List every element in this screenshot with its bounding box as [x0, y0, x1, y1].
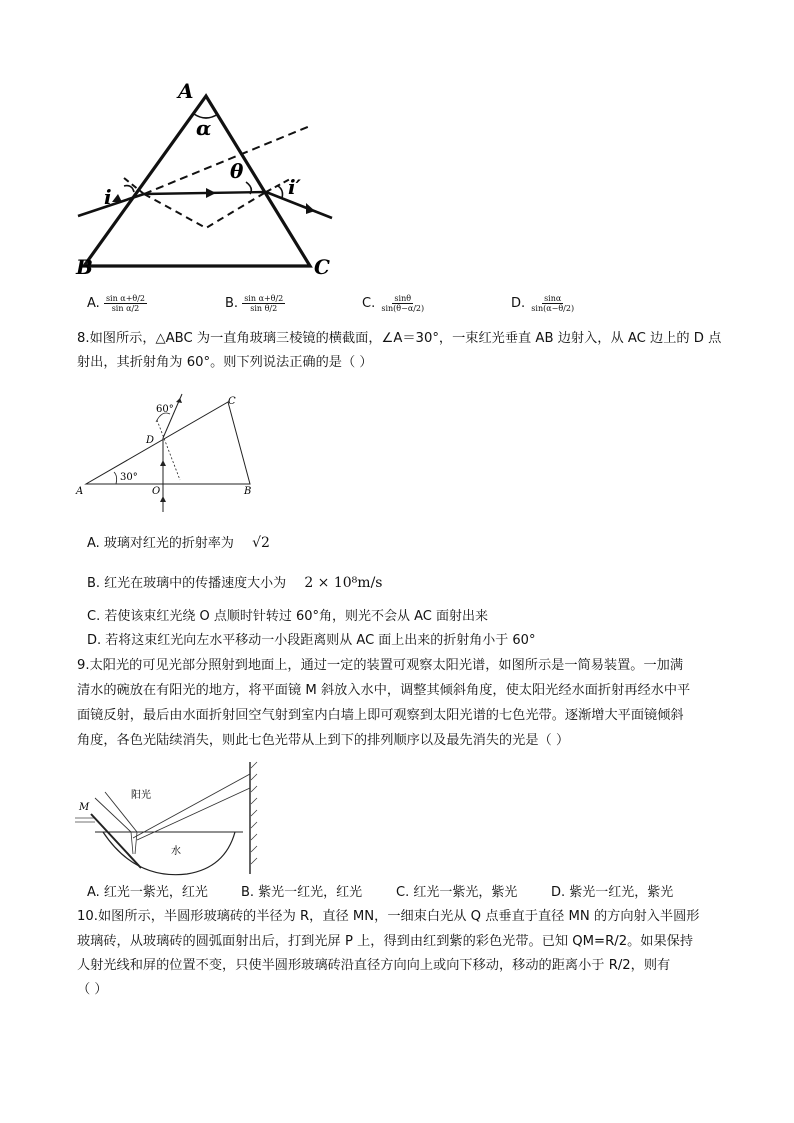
q7-option-b[interactable]: B. $\frac{\text{sin α+θ/2}}{\text{sin θ/2}}$ — [225, 294, 284, 313]
q8-label-a: A — [76, 486, 84, 497]
q7-option-d[interactable]: D. $\frac{\sin\alpha}{\sin(\alpha-\theta/2)}$ — [511, 294, 575, 313]
q9-label-sun: 阳光 — [131, 790, 151, 801]
q10-stem-line2: 玻璃砖，从玻璃砖的圆弧面射出后，打到光屏 P 上，得到由红到紫的彩色光带。已知 QM=R/2。如果保持 — [77, 934, 694, 949]
q8-label-d: D — [146, 435, 155, 446]
q9-stem-line4: 角度，各色光陆续消失，则此七色光带从上到下的排列顺序以及最先消失的光是（ ） — [77, 733, 570, 748]
q7-option-c[interactable]: C. $\frac{\sin\theta}{\sin(\theta-\alpha/2)}$ — [362, 294, 425, 313]
label-a: A — [178, 79, 194, 103]
q8-label-b: B — [244, 486, 252, 497]
q9-option-b[interactable]: B. 紫光一红光，红光 — [241, 885, 363, 900]
q10-stem-line3: 人射光线和屏的位置不变，只使半圆形玻璃砖沿直径方向向上或向下移动，移动的距离小于 R/2，则有 — [77, 958, 671, 973]
q9-option-a[interactable]: A. 红光一紫光，红光 — [87, 885, 208, 900]
q8-option-b[interactable]: B. 红光在玻璃中的传播速度大小为 2 × 10⁸m/s — [87, 575, 383, 591]
q9-option-d[interactable]: D. 紫光一红光，紫光 — [551, 885, 674, 900]
q9-option-c[interactable]: C. 红光一紫光，紫光 — [396, 885, 518, 900]
q8-option-c[interactable]: C. 若使该束红光绕 O 点顺时针转过 60°角，则光不会从 AC 面射出来 — [87, 609, 489, 624]
q9-stem-line1: 9.太阳光的可见光部分照射到地面上，通过一定的装置可观察太阳光谱，如图所示是一简易装置。一加满 — [77, 658, 684, 673]
q8-label-c: C — [228, 396, 236, 407]
q10-stem-line4: （ ） — [77, 982, 108, 997]
q8-option-a[interactable]: A. 玻璃对红光的折射率为 √2 — [87, 535, 270, 551]
q8-label-60: 60° — [156, 404, 174, 415]
q8-label-o: O — [152, 486, 161, 497]
q9-label-water: 水 — [171, 846, 181, 857]
q9-stem-line2: 清水的碗放在有阳光的地方，将平面镜 M 斜放入水中，调整其倾斜角度，使太阳光经水面折射再经水中平 — [77, 683, 691, 698]
label-i-prime: i′ — [288, 175, 301, 199]
label-i: i — [104, 185, 112, 209]
q10-stem-line1: 10.如图所示，半圆形玻璃砖的半径为 R，直径 MN，一细束白光从 Q 点垂直于直径 MN 的方向射入半圆形 — [77, 909, 700, 924]
label-theta: θ — [230, 159, 244, 183]
q9-label-m: M — [79, 802, 90, 813]
q8-label-30: 30° — [120, 472, 138, 483]
q8-option-d[interactable]: D. 若将这束红光向左水平移动一小段距离则从 AC 面上出来的折射角小于 60° — [87, 633, 536, 648]
q9-figure — [75, 758, 265, 878]
label-b: B — [76, 255, 93, 278]
prism-figure — [70, 78, 340, 278]
q8-figure — [72, 392, 272, 512]
q7-option-a[interactable]: A. $\frac{\text{sin α+θ/2}}{\text{sin α/2}}$ — [87, 294, 146, 313]
q9-stem-line3: 面镜反射，最后由水面折射回空气射到室内白墙上即可观察到太阳光谱的七色光带。逐渐增大平面镜倾斜 — [77, 708, 684, 723]
label-c: C — [314, 255, 330, 278]
q8-stem-line2: 射出，其折射角为 60°。则下列说法正确的是（ ） — [77, 355, 373, 370]
label-alpha: α — [196, 116, 212, 140]
q8-stem-line1: 8.如图所示，△ABC 为一直角玻璃三棱镜的横截面，∠A＝30°，一束红光垂直 AB 边射入，从 AC 边上的 D 点 — [77, 331, 722, 346]
